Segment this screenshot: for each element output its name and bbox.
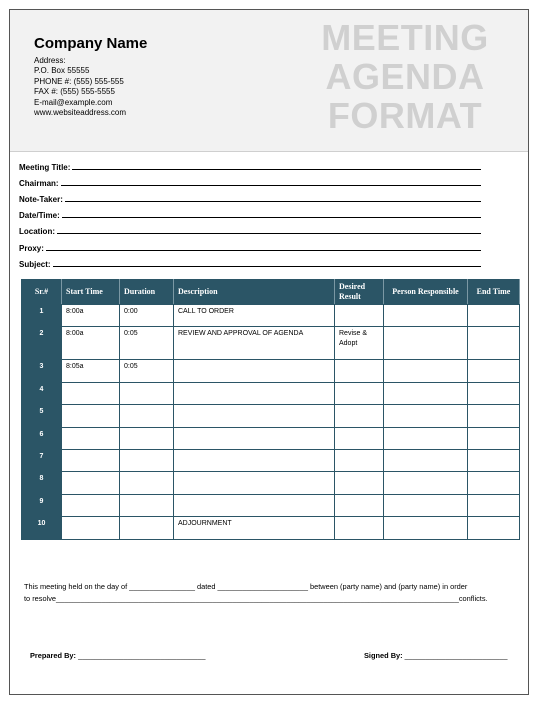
person-responsible-cell[interactable] — [384, 449, 468, 471]
date-time-field[interactable] — [19, 204, 481, 220]
column-header-duration: Duration — [120, 280, 174, 305]
proxy-field[interactable] — [19, 236, 481, 252]
phone-number: PHONE #: (555) 555-555 — [34, 76, 124, 86]
signed-by-field[interactable] — [364, 651, 507, 660]
statement-line-2: to resolve__________________________________________________________________________________________________conflicts. — [24, 594, 488, 603]
end-time-cell[interactable] — [468, 427, 520, 449]
end-time-cell[interactable] — [468, 405, 520, 427]
meeting-statement — [24, 581, 516, 605]
field-line[interactable] — [72, 163, 481, 170]
desired-result-cell[interactable] — [335, 449, 384, 471]
duration-cell[interactable] — [120, 449, 174, 471]
description-cell[interactable] — [174, 427, 335, 449]
field-line[interactable] — [46, 244, 481, 251]
table-row — [22, 305, 520, 327]
start-time-cell[interactable] — [62, 405, 120, 427]
description-cell[interactable]: ADJOURNMENT — [174, 517, 335, 539]
sr-cell: 1 — [22, 305, 62, 327]
sr-cell: 3 — [22, 360, 62, 382]
person-responsible-cell[interactable] — [384, 472, 468, 494]
description-cell[interactable] — [174, 360, 335, 382]
duration-cell[interactable]: 0:00 — [120, 305, 174, 327]
signed-by-label: Signed By: — [364, 651, 403, 660]
field-label: Subject: — [19, 259, 51, 269]
duration-cell[interactable] — [120, 517, 174, 539]
duration-cell[interactable] — [120, 427, 174, 449]
po-box: P.O. Box 55555 — [34, 66, 90, 76]
table-row — [22, 405, 520, 427]
person-responsible-cell[interactable] — [384, 360, 468, 382]
end-time-cell[interactable] — [468, 472, 520, 494]
signed-by-line[interactable]: _________________________ — [404, 651, 508, 660]
table-row — [22, 327, 520, 360]
title-line-3: FORMAT — [327, 95, 483, 136]
field-label: Location: — [19, 227, 55, 237]
title-line-1: MEETING — [321, 17, 489, 58]
sr-cell: 8 — [22, 472, 62, 494]
person-responsible-cell[interactable] — [384, 427, 468, 449]
start-time-cell[interactable] — [62, 517, 120, 539]
end-time-cell[interactable] — [468, 517, 520, 539]
field-line[interactable] — [53, 260, 481, 267]
person-responsible-cell[interactable] — [384, 327, 468, 360]
statement-line-1: This meeting held on the day of ________________ dated ______________________ between (party name) and (party name) in order — [24, 582, 468, 591]
table-row — [22, 449, 520, 471]
prepared-by-field[interactable] — [30, 651, 206, 660]
location-field[interactable] — [19, 220, 481, 236]
duration-cell[interactable] — [120, 405, 174, 427]
person-responsible-cell[interactable] — [384, 305, 468, 327]
sr-cell: 5 — [22, 405, 62, 427]
description-cell[interactable]: CALL TO ORDER — [174, 305, 335, 327]
description-cell[interactable]: REVIEW AND APPROVAL OF AGENDA — [174, 327, 335, 360]
description-cell[interactable] — [174, 472, 335, 494]
description-cell[interactable] — [174, 494, 335, 516]
table-row — [22, 472, 520, 494]
column-header-end-time: End Time — [468, 280, 520, 305]
desired-result-cell[interactable] — [335, 360, 384, 382]
field-label: Meeting Title: — [19, 163, 71, 173]
subject-field[interactable] — [19, 253, 481, 269]
start-time-cell[interactable] — [62, 449, 120, 471]
description-cell[interactable] — [174, 449, 335, 471]
desired-result-cell[interactable] — [335, 382, 384, 404]
table-row — [22, 494, 520, 516]
sr-cell: 7 — [22, 449, 62, 471]
field-line[interactable] — [65, 195, 481, 202]
document-header — [10, 10, 528, 152]
end-time-cell[interactable] — [468, 360, 520, 382]
table-row — [22, 427, 520, 449]
email-address: E-mail@example.com — [34, 97, 113, 107]
company-contact — [34, 56, 126, 118]
meeting-title-field[interactable] — [19, 156, 481, 172]
desired-result-cell[interactable]: Revise & Adopt — [335, 327, 384, 360]
website-address: www.websiteaddress.com — [34, 108, 127, 118]
duration-cell[interactable] — [120, 494, 174, 516]
start-time-cell[interactable] — [62, 494, 120, 516]
sr-cell: 10 — [22, 517, 62, 539]
desired-result-cell[interactable] — [335, 494, 384, 516]
field-label: Date/Time: — [19, 211, 60, 221]
field-label: Proxy: — [19, 243, 44, 253]
start-time-cell[interactable] — [62, 427, 120, 449]
meeting-fields — [19, 156, 481, 269]
table-header-row — [22, 280, 520, 305]
prepared-by-label: Prepared By: — [30, 651, 77, 660]
column-header-sr: Sr.# — [22, 280, 62, 305]
start-time-cell[interactable]: 8:00a — [62, 305, 120, 327]
start-time-cell[interactable]: 8:00a — [62, 327, 120, 360]
page-title — [310, 18, 500, 135]
column-header-desired-result: Desired Result — [335, 280, 384, 305]
sr-cell: 2 — [22, 327, 62, 360]
desired-result-cell[interactable] — [335, 517, 384, 539]
duration-cell[interactable]: 0:05 — [120, 327, 174, 360]
start-time-cell[interactable]: 8:05a — [62, 360, 120, 382]
fax-number: FAX #: (555) 555-5555 — [34, 87, 115, 97]
field-line[interactable] — [57, 227, 481, 234]
table-row — [22, 382, 520, 404]
sr-cell: 6 — [22, 427, 62, 449]
end-time-cell[interactable] — [468, 305, 520, 327]
person-responsible-cell[interactable] — [384, 382, 468, 404]
address-label: Address: — [34, 56, 66, 65]
desired-result-cell[interactable] — [335, 472, 384, 494]
end-time-cell[interactable] — [468, 327, 520, 360]
note-taker-field[interactable] — [19, 188, 481, 204]
field-line[interactable] — [61, 179, 481, 186]
start-time-cell[interactable] — [62, 472, 120, 494]
end-time-cell[interactable] — [468, 494, 520, 516]
column-header-description: Description — [174, 280, 335, 305]
field-label: Note-Taker: — [19, 195, 63, 205]
person-responsible-cell[interactable] — [384, 494, 468, 516]
person-responsible-cell[interactable] — [384, 517, 468, 539]
sr-cell: 9 — [22, 494, 62, 516]
end-time-cell[interactable] — [468, 449, 520, 471]
field-label: Chairman: — [19, 179, 59, 189]
field-line[interactable] — [62, 211, 481, 218]
prepared-by-line[interactable]: _______________________________ — [78, 651, 206, 660]
column-header-person-responsible: Person Responsible — [384, 280, 468, 305]
end-time-cell[interactable] — [468, 382, 520, 404]
desired-result-cell[interactable] — [335, 427, 384, 449]
agenda-table — [21, 279, 520, 540]
chairman-field[interactable] — [19, 172, 481, 188]
desired-result-cell[interactable] — [335, 305, 384, 327]
duration-cell[interactable]: 0:05 — [120, 360, 174, 382]
duration-cell[interactable] — [120, 382, 174, 404]
person-responsible-cell[interactable] — [384, 405, 468, 427]
agenda-sheet — [9, 9, 529, 695]
description-cell[interactable] — [174, 382, 335, 404]
desired-result-cell[interactable] — [335, 405, 384, 427]
company-name: Company Name — [34, 35, 148, 52]
table-row — [22, 517, 520, 539]
sr-cell: 4 — [22, 382, 62, 404]
description-cell[interactable] — [174, 405, 335, 427]
title-line-2: AGENDA — [325, 56, 485, 97]
column-header-start-time: Start Time — [62, 280, 120, 305]
duration-cell[interactable] — [120, 472, 174, 494]
start-time-cell[interactable] — [62, 382, 120, 404]
table-row — [22, 360, 520, 382]
